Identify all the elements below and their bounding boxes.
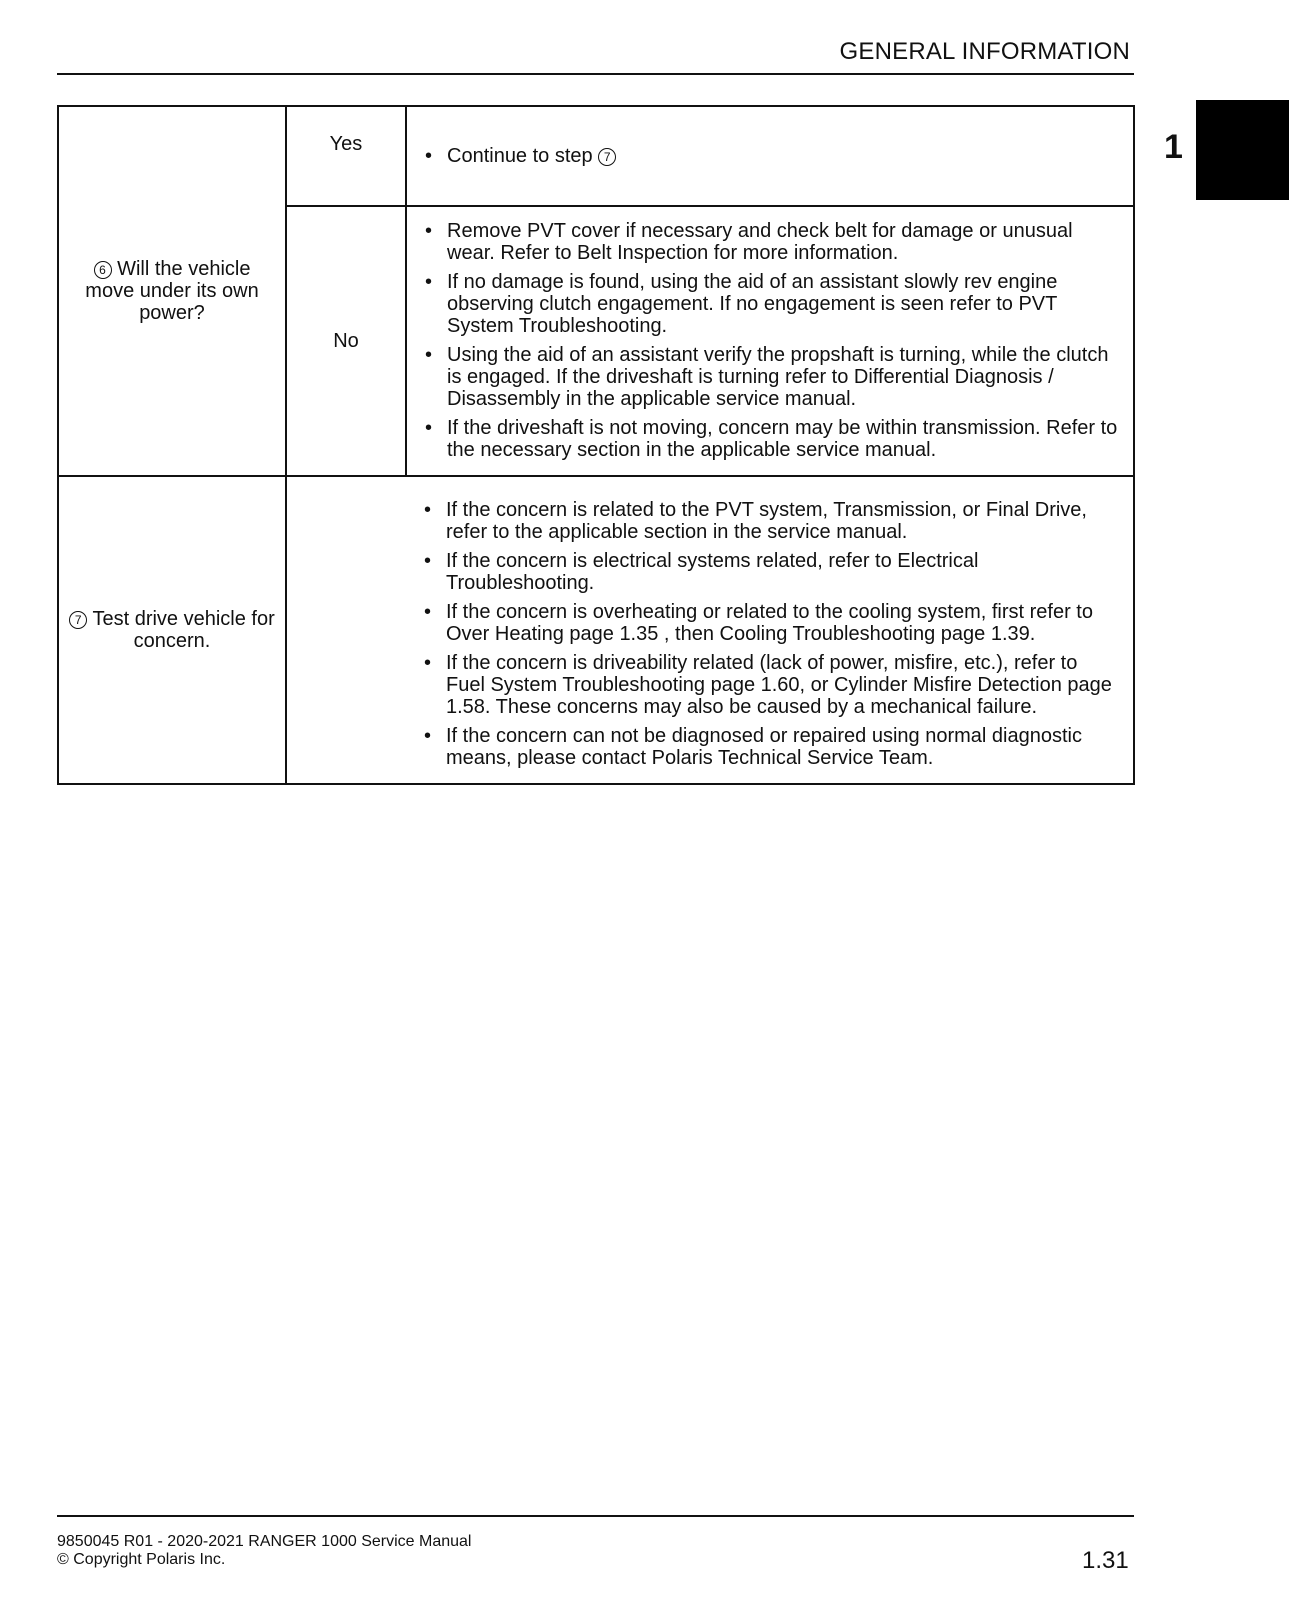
action-text: Continue to step	[447, 144, 593, 167]
footer-divider	[57, 1515, 1134, 1517]
footer-info	[57, 1533, 471, 1569]
empty-answer-cell	[286, 476, 406, 784]
list-item: • If the concern is driveability related (lack of power, misfire, etc.), refer to Fuel System Troubleshooting page 1.60, or Cylinder Misfire Detection page 1.58. These concerns may also be caused by a mechanical failure.	[414, 652, 1121, 718]
troubleshooting-table	[57, 105, 1135, 785]
step-7-question-cell	[58, 476, 286, 784]
step-7-question: Test drive vehicle for concern.	[92, 608, 275, 652]
list-item: • If the concern is electrical systems related, refer to Electrical Troubleshooting.	[414, 550, 1121, 594]
list-item: • If the driveshaft is not moving, concern may be within transmission. Refer to the necessary section in the applicable service manual.	[415, 417, 1121, 461]
step-6-question-cell	[58, 106, 286, 476]
answer-yes-label: Yes	[329, 133, 363, 155]
manual-title: 9850045 R01 - 2020-2021 RANGER 1000 Service Manual	[57, 1533, 472, 1550]
list-item	[415, 145, 1121, 167]
chapter-tab-marker	[1196, 100, 1289, 200]
page-number: 1.31	[1082, 1547, 1129, 1574]
list-item: • If the concern is overheating or related to the cooling system, first refer to Over Heating page 1.35 , then Cooling Troubleshooting page 1.39.	[414, 601, 1121, 645]
step-7-actions-cell	[406, 476, 1134, 784]
list-item: • If the concern can not be diagnosed or repaired using normal diagnostic means, please contact Polaris Technical Service Team.	[414, 725, 1121, 769]
list-item: • Remove PVT cover if necessary and check belt for damage or unusual wear. Refer to Belt Inspection for more information.	[415, 220, 1121, 264]
step-reference-7: 7	[598, 148, 616, 166]
step-7-number: 7	[69, 611, 87, 629]
table-row	[58, 106, 1134, 206]
chapter-number: 1	[1164, 128, 1183, 166]
yes-actions-cell	[406, 106, 1134, 206]
copyright-notice: © Copyright Polaris Inc.	[57, 1551, 226, 1568]
list-item: • If the concern is related to the PVT system, Transmission, or Final Drive, refer to the applicable section in the service manual.	[414, 499, 1121, 543]
answer-no-cell	[286, 206, 406, 476]
step-6-number: 6	[94, 261, 112, 279]
header-divider	[57, 73, 1134, 75]
page-header-title: GENERAL INFORMATION	[839, 38, 1130, 65]
no-actions-cell	[406, 206, 1134, 476]
answer-no-label: No	[333, 330, 359, 352]
step-6-question: Will the vehicle move under its own power?	[85, 258, 259, 324]
answer-yes-cell	[286, 106, 406, 206]
table-row	[58, 476, 1134, 784]
list-item: • Using the aid of an assistant verify the propshaft is turning, while the clutch is engaged. If the driveshaft is turning refer to Differential Diagnosis / Disassembly in the applicable service manual.	[415, 344, 1121, 410]
list-item: • If no damage is found, using the aid of an assistant slowly rev engine observing clutch engagement. If no engagement is seen refer to PVT System Troubleshooting.	[415, 271, 1121, 337]
